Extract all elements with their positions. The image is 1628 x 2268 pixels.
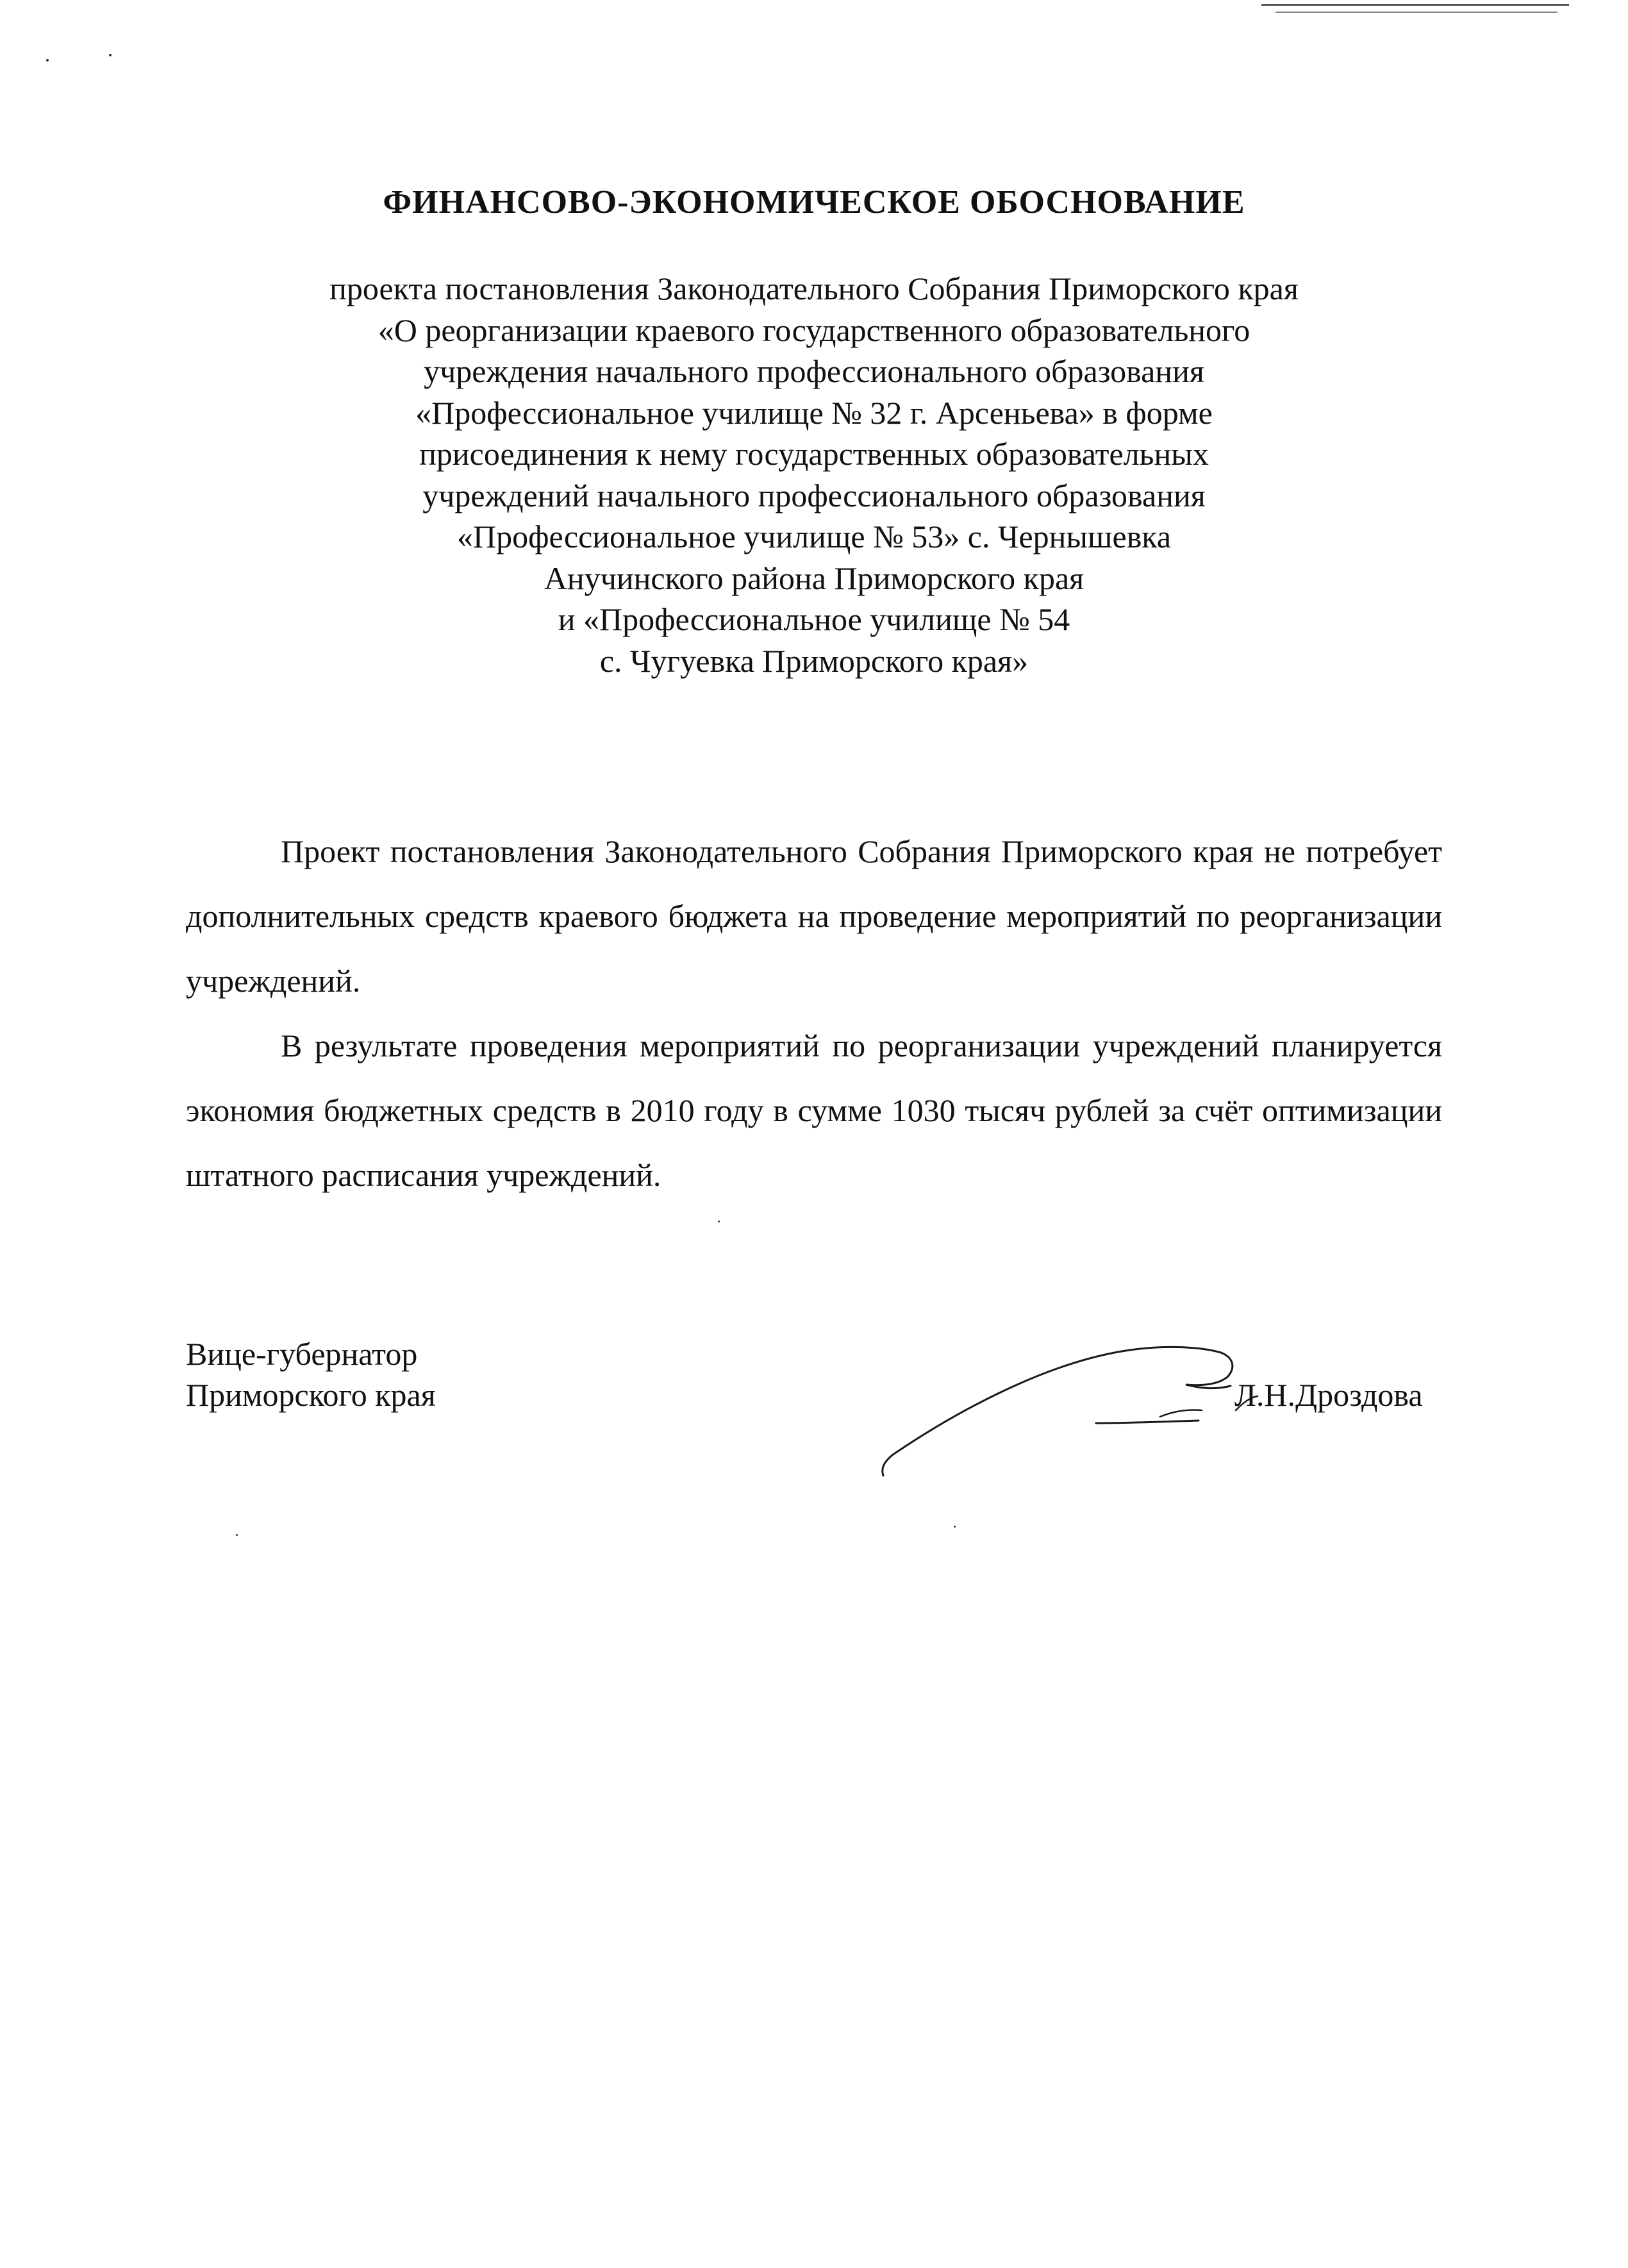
body-paragraph-1: Проект постановления Законодательного Собрания Приморского края не потребует дополнительных средств краевого бюджета на проведение мероприятий по реорганизации учреждений. <box>186 833 1442 999</box>
scan-edge-mark-faint <box>1275 12 1557 13</box>
scan-speck <box>46 59 49 62</box>
scan-edge-mark <box>1261 4 1569 6</box>
subtitle-line: проекта постановления Законодательного Собрания Приморского края <box>329 271 1299 306</box>
subtitle-line: «Профессиональное училище № 32 г. Арсеньева» в форме <box>415 394 1213 431</box>
subtitle-line: учреждений начального профессионального образования <box>422 477 1206 513</box>
scan-speck <box>236 1534 238 1536</box>
signatory-position-line1: Вице-губернатор <box>186 1336 418 1372</box>
subtitle-line: Анучинского района Приморского края <box>544 560 1084 596</box>
signatory-position <box>186 1333 436 1415</box>
document-body <box>186 819 1442 1208</box>
subtitle-line: присоединения к нему государственных образовательных <box>419 436 1209 472</box>
subtitle-line: «Профессиональное училище № 53» с. Чернышевка <box>456 519 1172 554</box>
document-title: ФИНАНСОВО-ЭКОНОМИЧЕСКОЕ ОБОСНОВАНИЕ <box>383 184 1245 221</box>
subtitle-line: и «Профессиональное училище № 54 <box>558 601 1070 637</box>
body-paragraph-2: В результате проведения мероприятий по реорганизации учреждений планируется экономия бюджетных средств в 2010 году в сумме 1030 тысяч рублей за счёт оптимизации штатного расписания учреждений. <box>186 1028 1442 1193</box>
signatory-name: Л.Н.Дроздова <box>1234 1377 1423 1413</box>
scan-speck <box>109 54 112 56</box>
handwritten-signature <box>852 1327 1263 1494</box>
signatory-position-line2: Приморского края <box>186 1377 436 1413</box>
scan-speck <box>954 1526 956 1528</box>
subtitle-line: учреждения начального профессионального образования <box>424 353 1204 389</box>
subtitle-line: с. Чугуевка Приморского края» <box>599 642 1029 679</box>
scan-speck <box>718 1221 720 1222</box>
document-subtitle <box>0 268 1628 681</box>
subtitle-line: «О реорганизации краевого государственного образовательного <box>378 312 1250 348</box>
